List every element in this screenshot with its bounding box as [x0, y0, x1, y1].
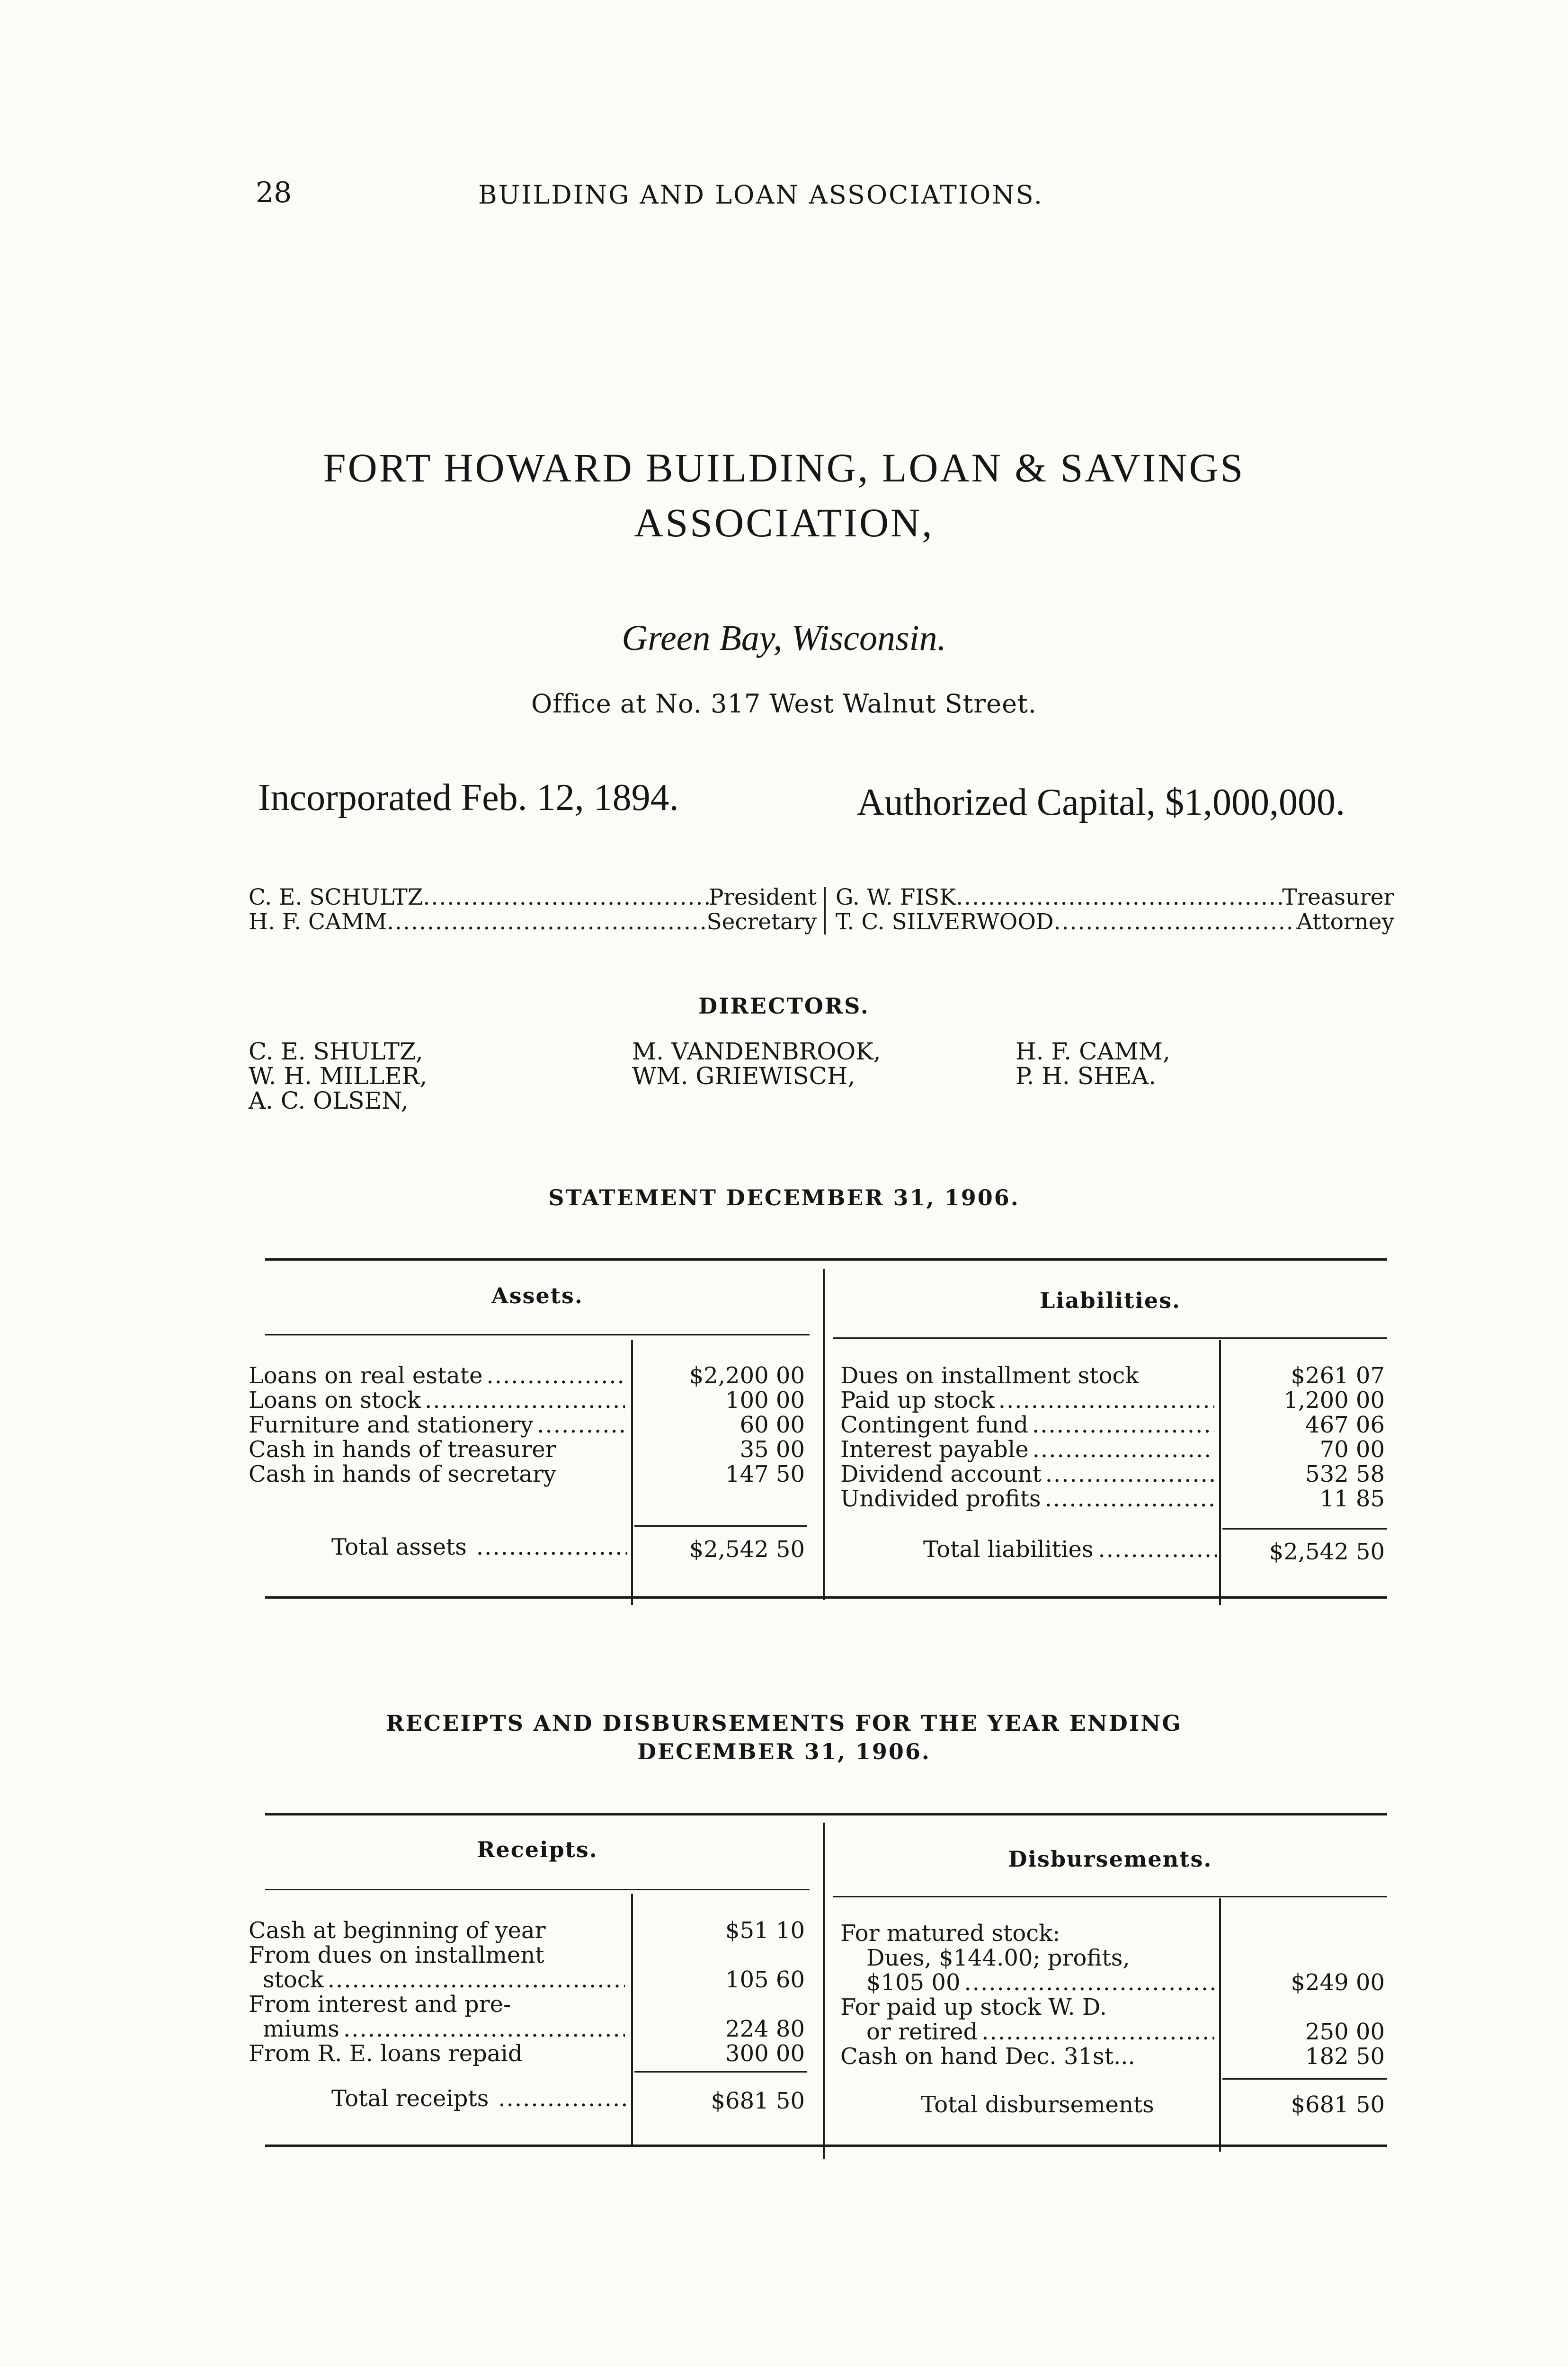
liability-amount: 11 85 — [1319, 1486, 1385, 1512]
total-receipts-label: Total receipts — [331, 2085, 489, 2112]
leader-dots — [343, 2017, 625, 2041]
directors-column-2 — [632, 1039, 881, 1088]
disbursement-line — [840, 1970, 1214, 1995]
leader-dots — [1054, 910, 1297, 934]
liability-row — [840, 1486, 1214, 1511]
disbursement-line: Cash on hand Dec. 31st... — [840, 2043, 1135, 2070]
director-name: WM. GRIEWISCH, — [632, 1062, 855, 1090]
receipt-line — [249, 1967, 625, 1992]
liabilities-amount-divider — [1219, 1340, 1221, 1605]
receipt-line — [249, 2017, 625, 2041]
officer-treasurer — [836, 885, 1394, 910]
officer-attorney — [836, 910, 1394, 934]
asset-label: Furniture and stationery — [249, 1412, 534, 1438]
leader-dots — [956, 885, 1282, 910]
officer-name: T. C. SILVERWOOD — [836, 909, 1054, 935]
total-receipts: $681 50 — [711, 2088, 805, 2114]
authorized-capital: Authorized Capital, $1,000,000. — [857, 782, 1345, 823]
leader-dots — [537, 1413, 625, 1437]
receipt-line: From interest and pre- — [249, 1991, 511, 2018]
disbursements-total-rule — [1222, 2078, 1387, 2080]
liability-amount: 70 00 — [1319, 1436, 1385, 1463]
association-name-line-2: ASSOCIATION, — [634, 500, 934, 545]
total-disbursements: $681 50 — [1291, 2091, 1385, 2118]
director-name: M. VANDENBROOK, — [632, 1038, 881, 1065]
liability-amount: 532 58 — [1305, 1461, 1385, 1487]
receipts-amounts — [637, 1918, 805, 2066]
liability-label: Undivided profits — [840, 1486, 1041, 1512]
disbursement-amount: $249 00 — [1291, 1969, 1385, 1996]
officer-secretary — [249, 910, 817, 934]
asset-row — [249, 1413, 625, 1437]
incorporation-date: Incorporated Feb. 12, 1894. — [258, 777, 679, 819]
liability-row — [840, 1413, 1214, 1437]
leader-dots — [476, 1534, 627, 1560]
receipt-line-text: miums — [263, 2016, 339, 2042]
liability-amount: $261 07 — [1291, 1362, 1385, 1389]
disbursement-amount — [1226, 1995, 1385, 2020]
running-head — [0, 176, 1568, 214]
assets-amounts — [637, 1363, 805, 1486]
asset-row — [249, 1462, 625, 1486]
disbursements-amount-divider — [1219, 1898, 1221, 2152]
assets-total-rule — [634, 1525, 807, 1527]
leader-dots — [328, 1967, 625, 1992]
leader-dots — [486, 1363, 625, 1388]
disbursements-labels — [840, 1921, 1214, 2069]
officers-list — [249, 885, 1394, 934]
officer-title: President — [708, 884, 817, 910]
receipt-amount: $51 10 — [725, 1917, 805, 1944]
liability-label: Dues on installment stock — [840, 1362, 1139, 1389]
liability-row — [840, 1437, 1214, 1462]
office-address: Office at No. 317 West Walnut Street. — [531, 689, 1037, 719]
liability-label: Dividend account — [840, 1461, 1042, 1487]
total-assets-label: Total assets — [331, 1534, 467, 1560]
assets-amount-divider — [631, 1340, 633, 1605]
officer-title: Attorney — [1296, 909, 1394, 935]
receipt-amount — [637, 1943, 805, 1967]
leader-dots — [964, 1970, 1215, 1995]
table-divider-center — [823, 1269, 825, 1600]
leader-dots — [1033, 1437, 1214, 1462]
receipts-header-rule — [265, 1889, 810, 1890]
asset-label: Cash in hands of secretary — [249, 1461, 556, 1487]
leader-dots — [425, 1388, 625, 1413]
asset-label: Loans on stock — [249, 1387, 421, 1414]
association-name — [0, 440, 1568, 550]
leader-dots — [1032, 1413, 1214, 1437]
liability-label: Interest payable — [840, 1436, 1029, 1463]
director-name: A. C. OLSEN, — [249, 1087, 409, 1114]
officer-name: C. E. SCHULTZ — [249, 884, 423, 910]
director-name: P. H. SHEA. — [1016, 1062, 1157, 1090]
liabilities-header-rule — [833, 1337, 1387, 1339]
total-disbursements-label: Total disbursements — [921, 2091, 1154, 2118]
assets-header-rule — [265, 1334, 810, 1335]
receipt-amount: 300 00 — [725, 2040, 805, 2067]
receipts-amount-divider — [631, 1894, 633, 2145]
liability-amount: 1,200 00 — [1283, 1387, 1385, 1414]
liabilities-header: Liabilities. — [1039, 1288, 1181, 1313]
location: Green Bay, Wisconsin. — [622, 618, 946, 658]
receipt-amount: 224 80 — [725, 2016, 805, 2042]
directors-column-3 — [1016, 1039, 1170, 1088]
leader-dots — [981, 2020, 1214, 2044]
statement-title: STATEMENT DECEMBER 31, 1906. — [548, 1185, 1020, 1210]
receipts-title-line-1: RECEIPTS AND DISBURSEMENTS FOR THE YEAR ENDING — [386, 1710, 1182, 1736]
asset-amount: 147 50 — [725, 1461, 805, 1487]
asset-amount: 100 00 — [725, 1387, 805, 1414]
total-assets-row — [331, 1534, 627, 1560]
disbursements-header-rule — [833, 1896, 1387, 1897]
director-name: H. F. CAMM, — [1016, 1038, 1170, 1065]
table2-divider-center — [823, 1823, 825, 2159]
receipts-title-line-2: DECEMBER 31, 1906. — [637, 1739, 931, 1764]
disbursements-header: Disbursements. — [1008, 1846, 1212, 1872]
liabilities-amounts — [1226, 1363, 1385, 1511]
total-liabilities-label: Total liabilities — [923, 1536, 1094, 1563]
disbursement-line: For paid up stock W. D. — [840, 1994, 1107, 2020]
leader-dots — [423, 885, 709, 910]
total-receipts-row — [331, 2085, 627, 2112]
receipt-line: From dues on installment — [249, 1942, 544, 1968]
officer-row — [249, 910, 1394, 934]
liabilities-labels — [840, 1363, 1214, 1511]
table-rule-bottom — [265, 1596, 1387, 1599]
officer-title: Secretary — [706, 909, 817, 935]
officer-name: G. W. FISK — [836, 884, 956, 910]
receipt-line-text: stock — [263, 1967, 324, 1993]
officer-title: Treasurer — [1282, 884, 1394, 910]
disbursement-amount — [1226, 1921, 1385, 1946]
assets-header: Assets. — [491, 1283, 583, 1308]
assets-labels — [249, 1363, 625, 1486]
table2-rule-top — [265, 1813, 1387, 1815]
disbursement-line-text: or retired — [866, 2019, 978, 2045]
director-name: W. H. MILLER, — [249, 1062, 428, 1090]
running-title: BUILDING AND LOAN ASSOCIATIONS. — [478, 180, 1043, 210]
liability-row — [840, 1363, 1214, 1388]
disbursement-line — [840, 2020, 1214, 2044]
liability-row — [840, 1388, 1214, 1413]
table-rule-top — [265, 1258, 1387, 1261]
officer-row — [249, 885, 1394, 910]
receipts-total-rule — [634, 2071, 807, 2073]
asset-label: Cash in hands of treasurer — [249, 1436, 556, 1463]
table2-rule-bottom — [265, 2145, 1387, 2147]
liability-label: Paid up stock — [840, 1387, 995, 1414]
asset-amount: 60 00 — [739, 1412, 805, 1438]
disbursement-amount — [1226, 1946, 1385, 1970]
leader-dots — [1045, 1462, 1214, 1486]
disbursement-line: Dues, $144.00; profits, — [866, 1945, 1130, 1971]
association-name-line-1: FORT HOWARD BUILDING, LOAN & SAVINGS — [323, 445, 1245, 490]
liability-row — [840, 1462, 1214, 1486]
liability-amount: 467 06 — [1305, 1412, 1385, 1438]
director-name: C. E. SHULTZ, — [249, 1038, 423, 1065]
directors-column-1 — [249, 1039, 427, 1113]
receipt-amount — [637, 1992, 805, 2017]
asset-amount: $2,200 00 — [689, 1362, 805, 1389]
receipt-line: From R. E. loans repaid — [249, 2040, 523, 2067]
asset-amount: 35 00 — [739, 1436, 805, 1463]
directors-title: DIRECTORS. — [698, 993, 870, 1019]
disbursements-amounts — [1226, 1921, 1385, 2069]
receipt-line: Cash at beginning of year — [249, 1917, 546, 1944]
leader-dots — [387, 910, 706, 934]
disbursement-line-text: $105 00 — [866, 1969, 961, 1996]
total-liabilities-row — [923, 1536, 1217, 1563]
asset-label: Loans on real estate — [249, 1362, 483, 1389]
leader-dots — [1098, 1536, 1217, 1563]
disbursement-line: For matured stock: — [840, 1920, 1060, 1947]
leader-dots — [1045, 1486, 1214, 1511]
liabilities-total-rule — [1222, 1528, 1387, 1530]
officer-president — [249, 885, 817, 910]
asset-row — [249, 1388, 625, 1413]
disbursement-amount: 182 50 — [1305, 2043, 1385, 2070]
leader-dots — [498, 2085, 627, 2112]
leader-dots — [998, 1388, 1214, 1413]
page-number: 28 — [256, 176, 292, 209]
receipts-header: Receipts. — [477, 1837, 598, 1862]
asset-row — [249, 1363, 625, 1388]
asset-row — [249, 1437, 625, 1462]
officer-name: H. F. CAMM — [249, 909, 387, 935]
disbursement-amount: 250 00 — [1305, 2019, 1385, 2045]
receipt-amount: 105 60 — [725, 1967, 805, 1993]
receipts-labels — [249, 1918, 625, 2066]
receipts-title — [0, 1709, 1568, 1766]
officer-divider — [824, 887, 826, 934]
total-liabilities: $2,542 50 — [1269, 1539, 1385, 1565]
liability-label: Contingent fund — [840, 1412, 1029, 1438]
total-assets: $2,542 50 — [689, 1536, 805, 1563]
